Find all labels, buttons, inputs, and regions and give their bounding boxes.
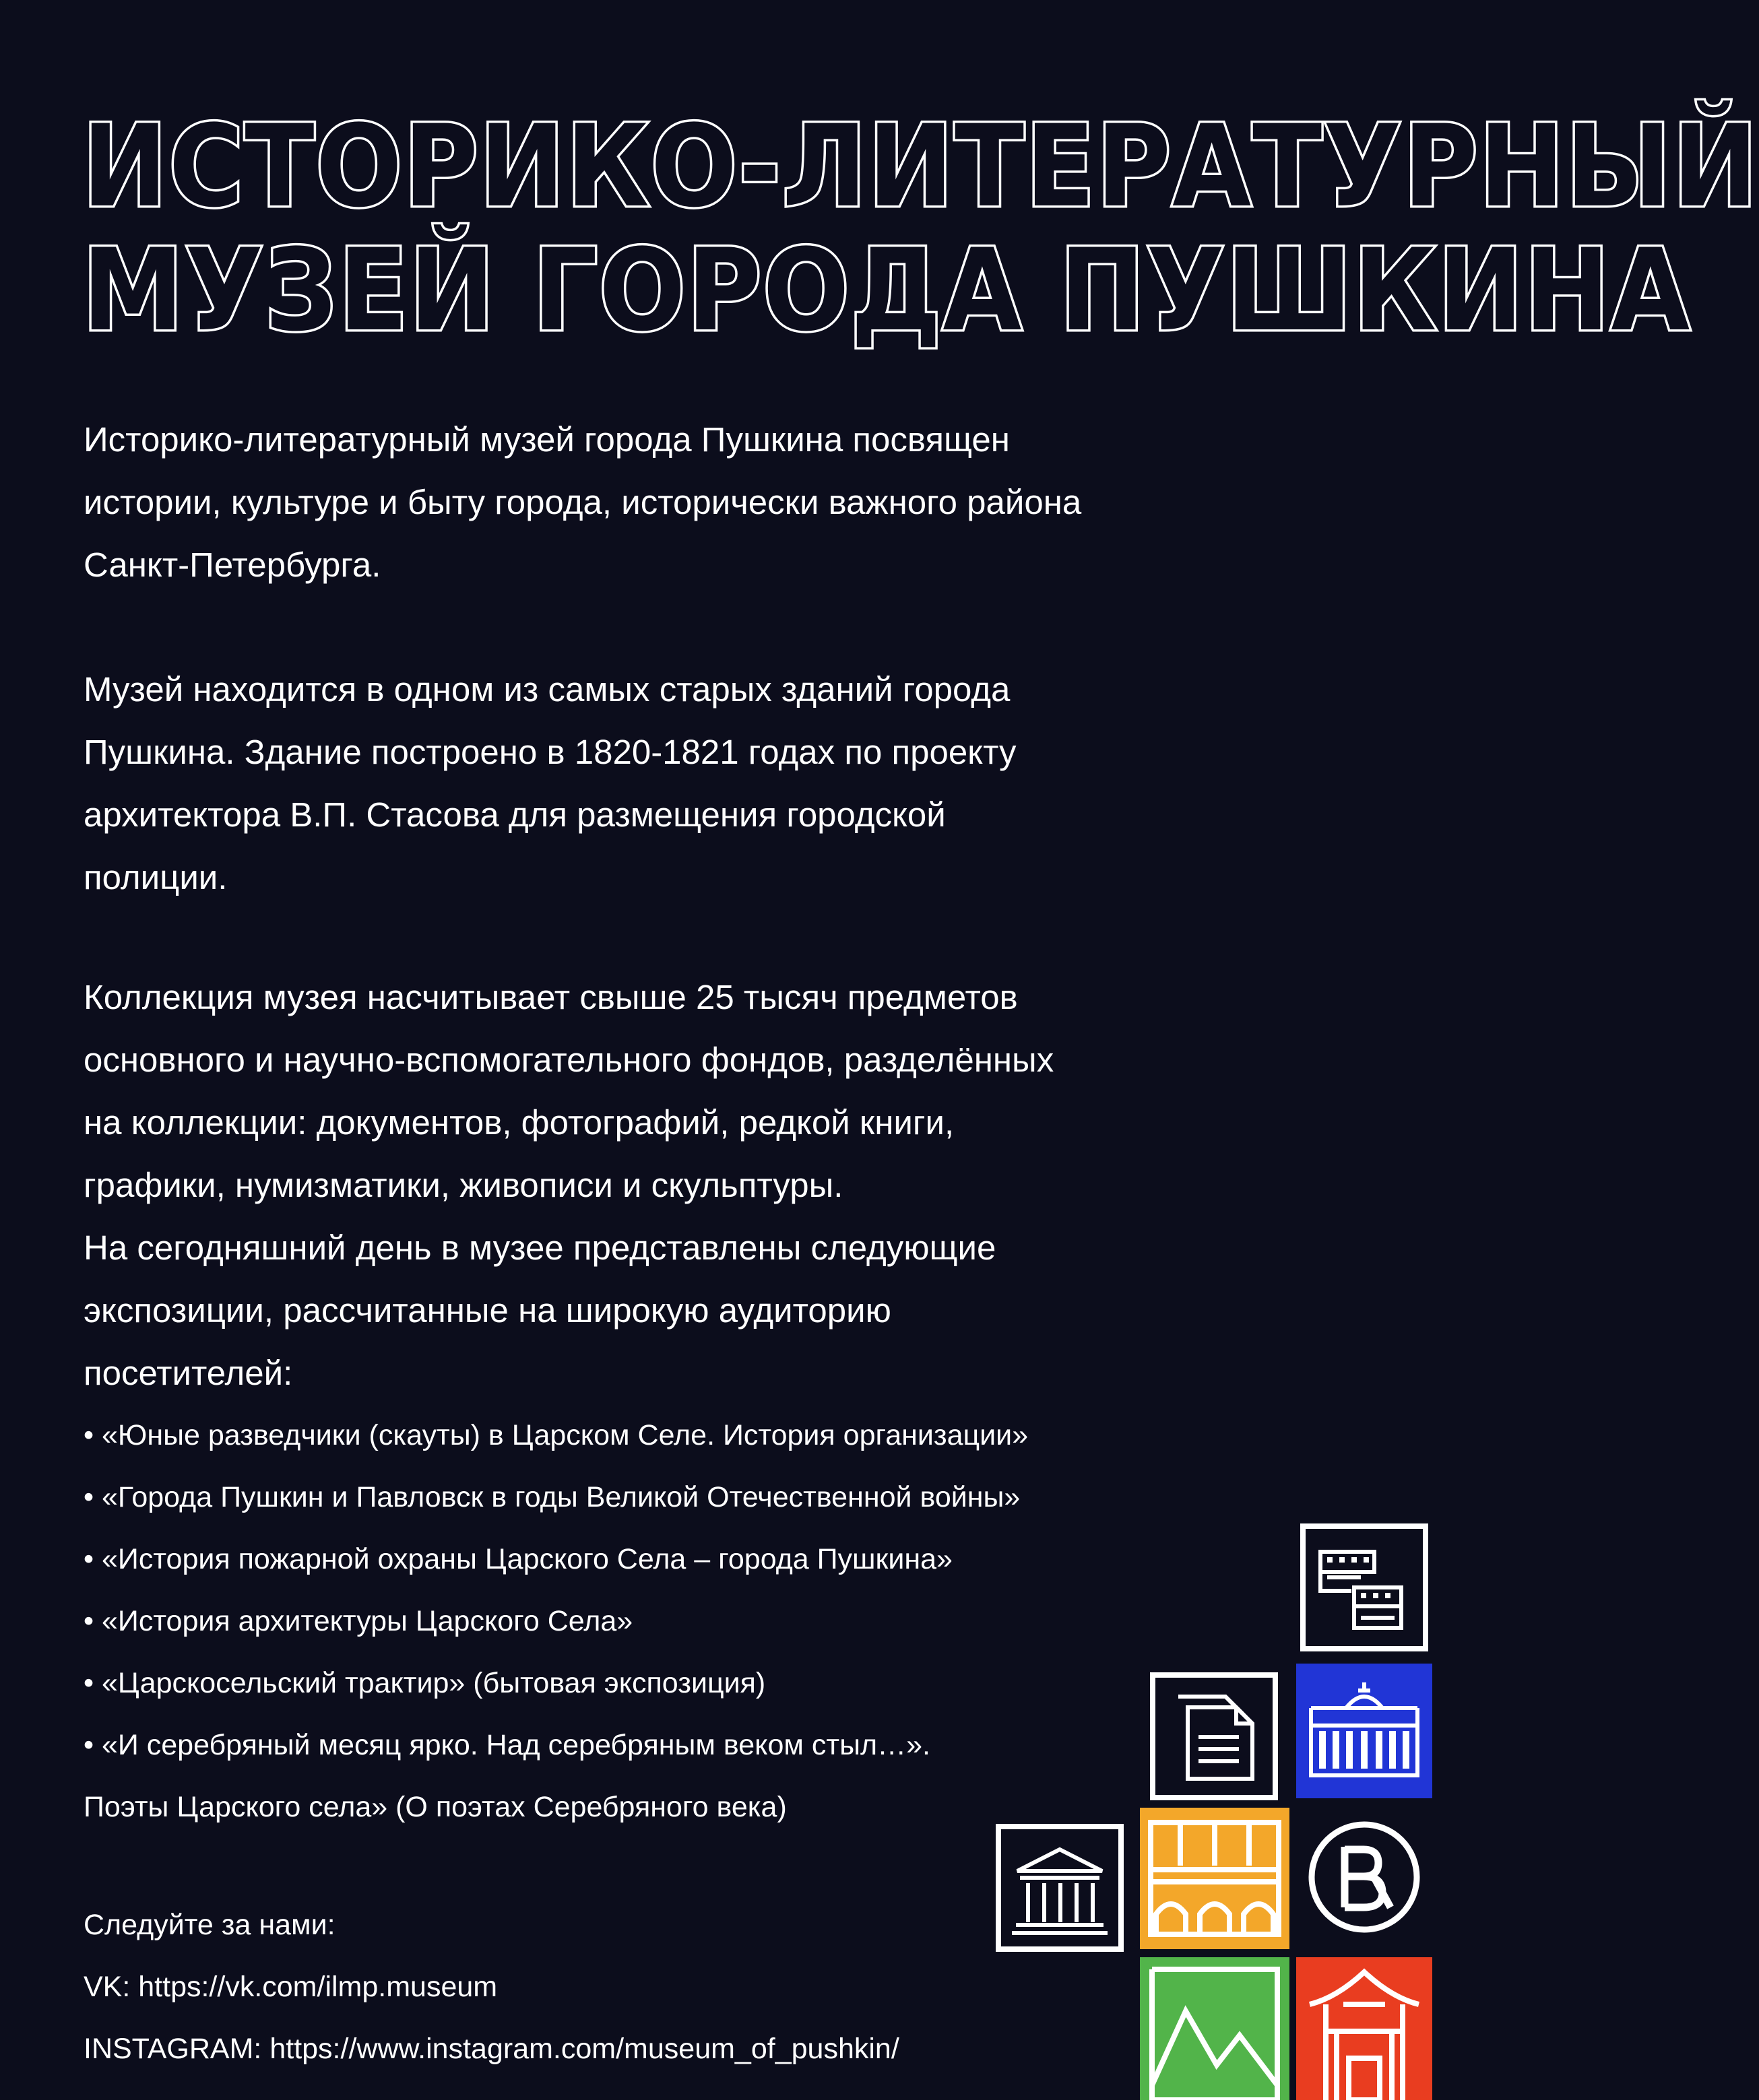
- exhibition-item: • «Юные разведчики (скауты) в Царском Селе. История организации»: [84, 1419, 1029, 1451]
- hse-logo-tile: [1296, 1805, 1432, 1949]
- collection-line: Коллекция музея насчитывает свыше 25 тысяч предметов: [84, 978, 1018, 1016]
- pagoda-icon: [1296, 1957, 1432, 2100]
- collection-line: экспозиции, рассчитанные на широкую аудиторию: [84, 1291, 891, 1330]
- follow-heading: Следуйте за нами:: [84, 1909, 335, 1941]
- vk-link[interactable]: VK: https://vk.com/ilmp.museum: [84, 1971, 498, 2003]
- museum-building-icon: [996, 1824, 1124, 1952]
- page-title: [82, 101, 1759, 356]
- museum-tile: [996, 1824, 1124, 1952]
- collection-line: графики, нумизматики, живописи и скульптуры.: [84, 1166, 843, 1204]
- collection-line: на коллекции: документов, фотографий, редкой книги,: [84, 1103, 955, 1142]
- building-line: полиции.: [84, 858, 228, 896]
- intro-line: истории, культуре и быту города, исторически важного района: [84, 483, 1082, 521]
- documents-icon: [1150, 1672, 1278, 1800]
- palace-facade-icon: [1296, 1664, 1432, 1798]
- building-paragraph: [84, 658, 1364, 909]
- title-line-1: ИСТОРИКО-ЛИТЕРАТУРНЫЙ: [82, 100, 1759, 232]
- exhibition-item: • «И серебряный месяц ярко. Над серебряным веком стыл…».: [84, 1729, 930, 1761]
- arches-icon: [1140, 1808, 1289, 1949]
- building-line: архитектора В.П. Стасова для размещения городской: [84, 795, 946, 834]
- collection-line: посетителей:: [84, 1354, 293, 1392]
- film-photos-tile: [1300, 1523, 1428, 1651]
- title-line-2: МУЗЕЙ ГОРОДА ПУШКИНА: [82, 224, 1692, 356]
- exhibition-item: • «Царскосельский трактир» (бытовая экспозиция): [84, 1667, 766, 1699]
- palace-tile: [1296, 1664, 1432, 1798]
- building-line: Пушкина. Здание построено в 1820-1821 годах по проекту: [84, 733, 1017, 771]
- collection-line: На сегодняшний день в музее представлены следующие: [84, 1228, 996, 1267]
- exhibition-item: Поэты Царского села» (О поэтах Серебряного века): [84, 1791, 787, 1823]
- exhibition-item: • «Города Пушкин и Павловск в годы Великой Отечественной войны»: [84, 1481, 1021, 1513]
- intro-paragraph: [84, 408, 1364, 596]
- intro-line: Санкт-Петербурга.: [84, 546, 381, 584]
- exhibition-item: • «История архитектуры Царского Села»: [84, 1605, 633, 1637]
- documents-tile: [1150, 1672, 1278, 1800]
- instagram-link[interactable]: INSTAGRAM: https://www.instagram.com/museum_of_pushkin/: [84, 2033, 899, 2065]
- hse-logo-icon: [1296, 1805, 1432, 1949]
- collection-paragraph: [84, 966, 1364, 1404]
- building-line: Музей находится в одном из самых старых зданий города: [84, 670, 1011, 709]
- collection-line: основного и научно-вспомогательного фондов, разделённых: [84, 1041, 1054, 1079]
- exhibitions-list: [84, 1404, 1028, 1838]
- intro-line: Историко-литературный музей города Пушкина посвящен: [84, 420, 1010, 459]
- mountains-tile: [1140, 1957, 1289, 2100]
- exhibition-item: • «История пожарной охраны Царского Села – города Пушкина»: [84, 1543, 953, 1575]
- film-photos-icon: [1300, 1523, 1428, 1651]
- pagoda-tile: [1296, 1957, 1432, 2100]
- arches-tile: [1140, 1808, 1289, 1949]
- mountains-icon: [1140, 1957, 1289, 2100]
- follow-section: [84, 1894, 899, 2080]
